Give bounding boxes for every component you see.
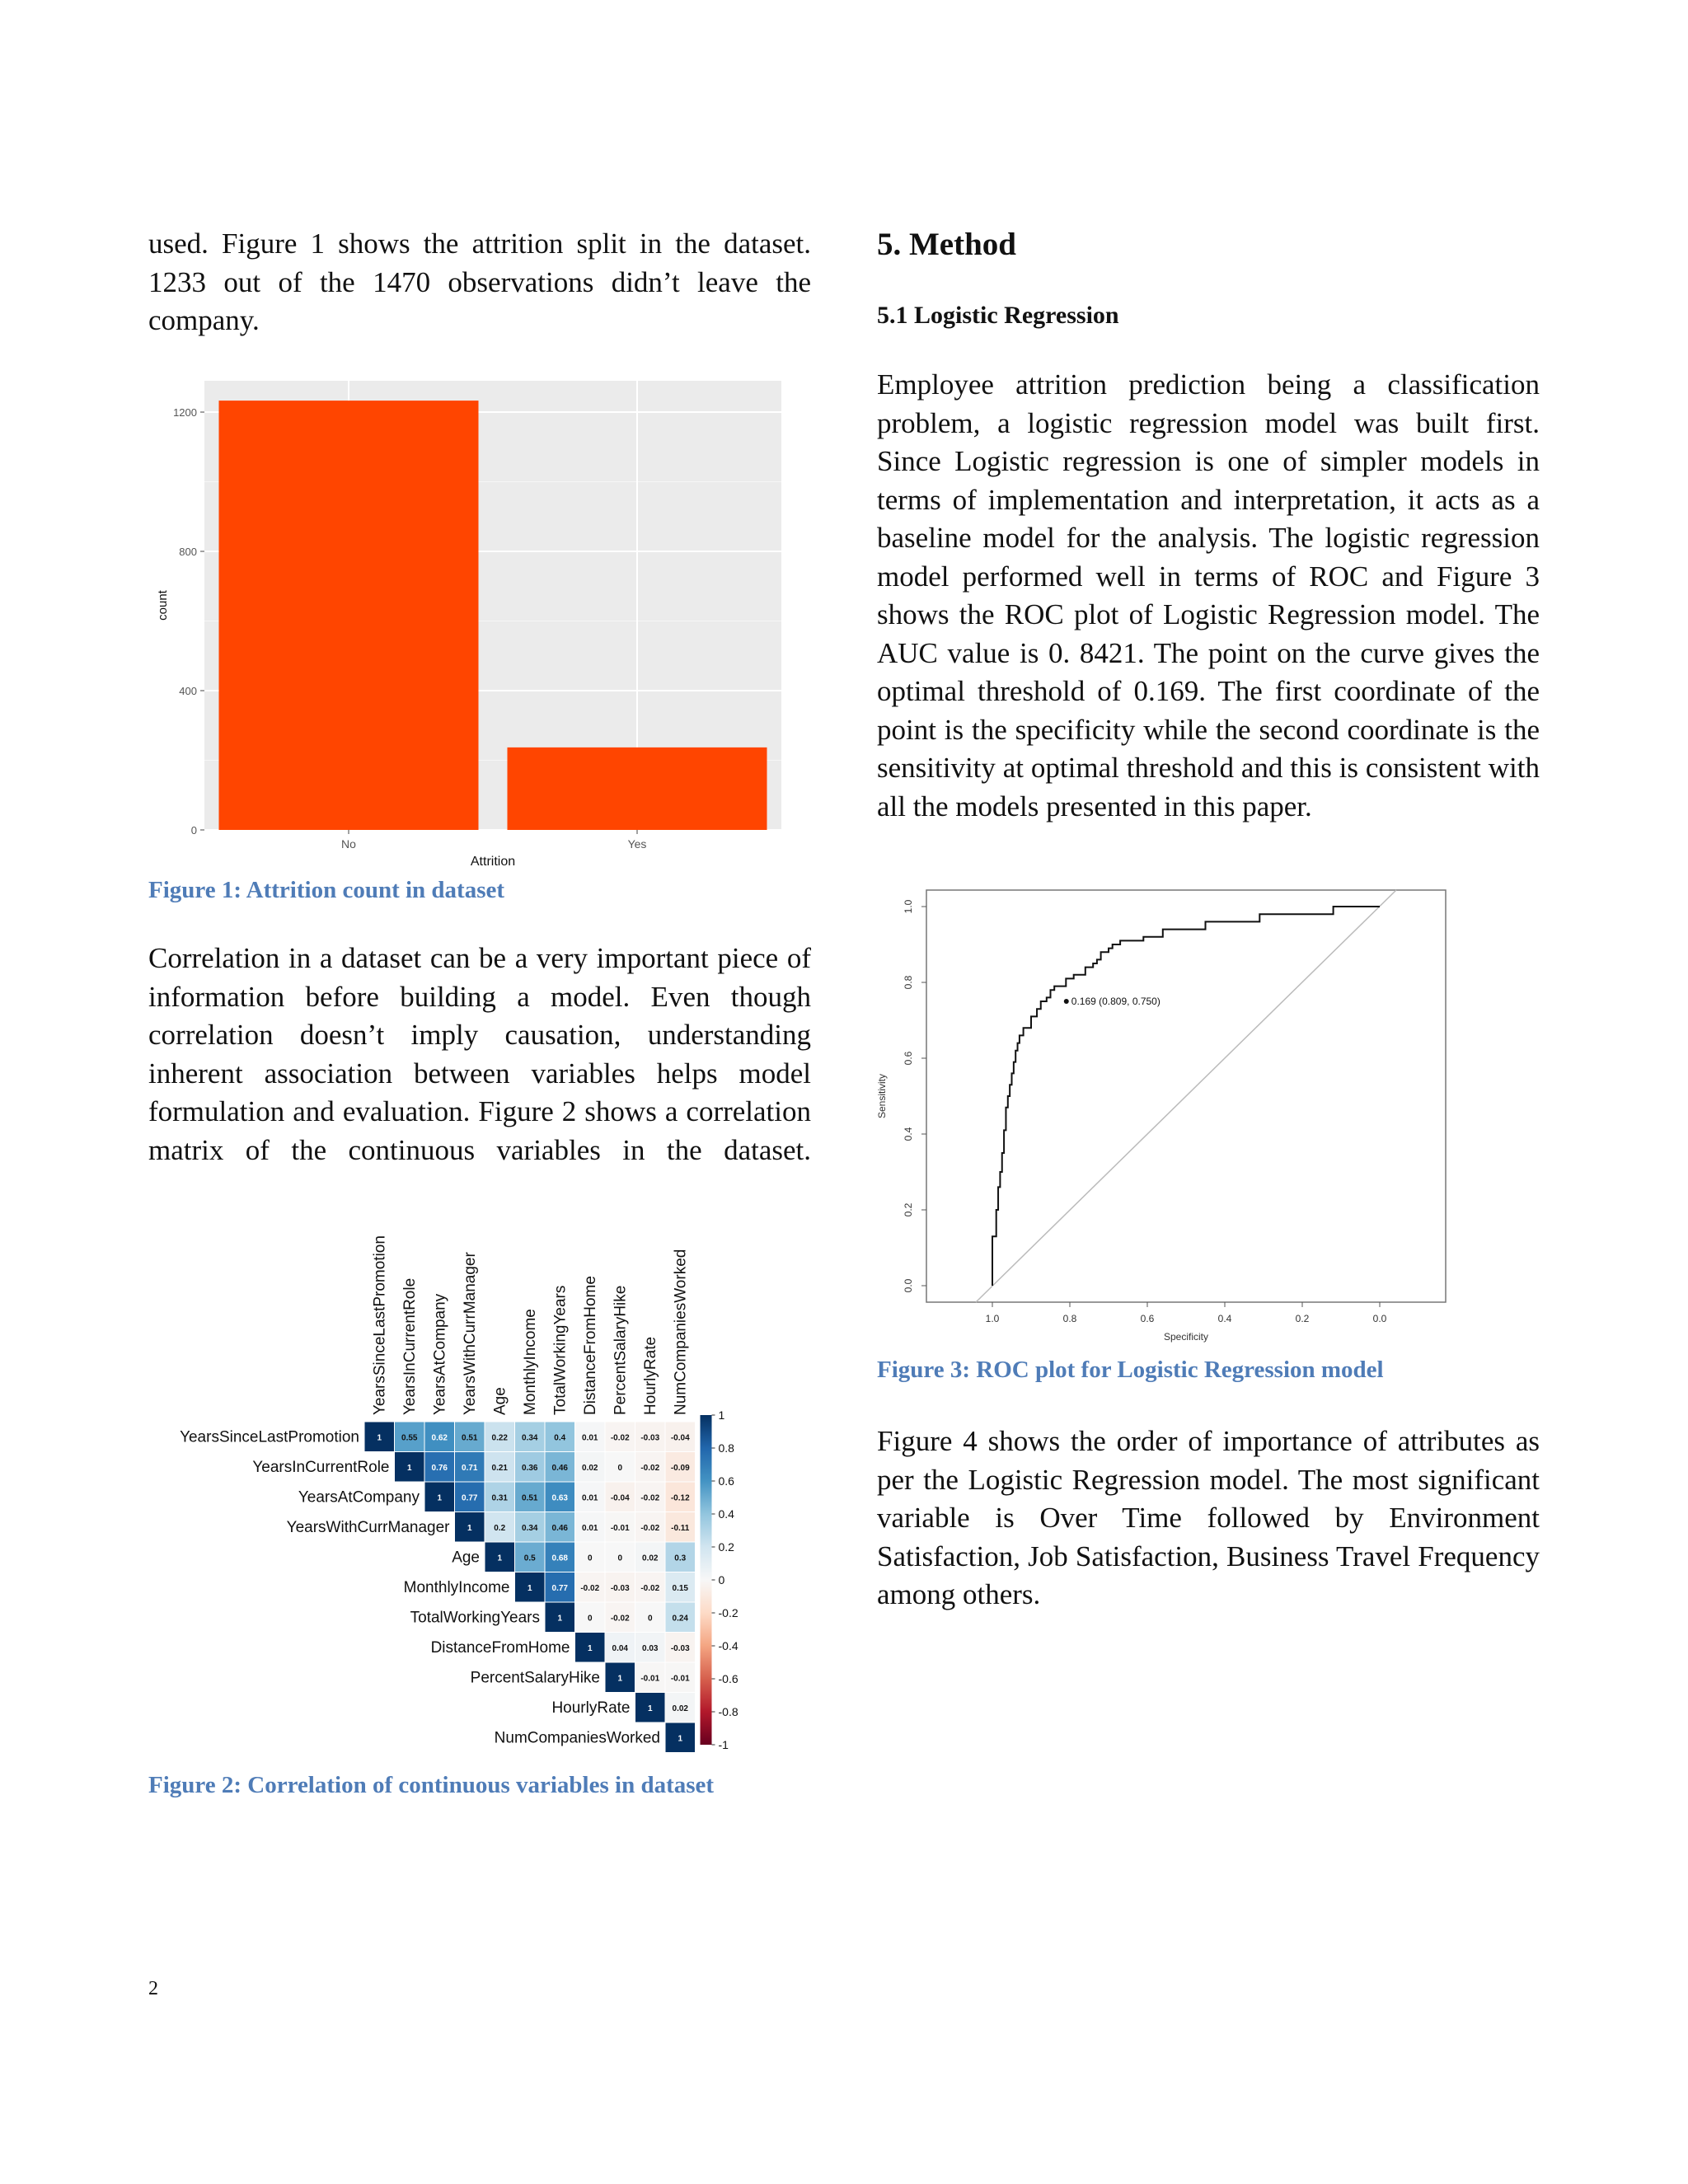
- cell-value: 0.34: [522, 1433, 538, 1443]
- row-label: DistanceFromHome: [430, 1638, 570, 1657]
- colorbar: [701, 1415, 712, 1745]
- figure-1: [148, 373, 841, 875]
- y-axis-label: count: [156, 590, 170, 621]
- x-tick-label: 0.6: [1140, 1313, 1155, 1324]
- cell-value: -0.02: [580, 1583, 600, 1593]
- cell-value: 0.01: [582, 1433, 598, 1443]
- x-tick-label: 0.8: [1062, 1313, 1077, 1324]
- column-label: YearsInCurrentRole: [401, 1277, 419, 1415]
- right-paragraph-2: Figure 4 shows the order of importance of attributes as per the Logistic Regression model. The most significant variable is Over Time followed by Environment Satisfaction, Job Satisfaction, Business Travel Frequency among others.: [877, 1425, 1540, 1610]
- cell-value: 0: [617, 1463, 623, 1473]
- cell-value: 1: [587, 1643, 593, 1653]
- row-label: TotalWorkingYears: [410, 1609, 540, 1627]
- cell-value: -0.01: [670, 1674, 690, 1684]
- cell-value: 0.3: [674, 1554, 687, 1563]
- column-label: NumCompaniesWorked: [672, 1249, 690, 1415]
- cell-value: 1: [437, 1493, 443, 1503]
- cell-value: -0.03: [610, 1583, 630, 1593]
- cell-value: 0: [587, 1614, 593, 1624]
- cell-value: 0.68: [551, 1554, 568, 1563]
- cell-value: 0.62: [431, 1433, 448, 1443]
- colorbar-tick-label: -0.2: [718, 1606, 738, 1619]
- cell-value: 0: [587, 1554, 593, 1563]
- figure-3-caption: Figure 3: ROC plot for Logistic Regression model: [877, 1357, 1384, 1383]
- colorbar-tick-label: -0.6: [718, 1672, 738, 1685]
- cell-value: 0.55: [401, 1433, 418, 1443]
- y-tick-label: 0.4: [903, 1127, 914, 1141]
- cell-value: 0.76: [431, 1463, 448, 1473]
- cell-value: 0.02: [582, 1463, 598, 1473]
- cell-value: 0.04: [612, 1643, 628, 1653]
- y-tick-label: 0.6: [903, 1051, 914, 1066]
- cell-value: 1: [647, 1704, 653, 1713]
- cell-value: -0.03: [640, 1433, 660, 1443]
- cell-value: -0.02: [640, 1583, 660, 1593]
- cell-value: -0.02: [640, 1463, 660, 1473]
- cell-value: 0.51: [522, 1493, 538, 1503]
- y-tick-label: 1.0: [903, 899, 914, 914]
- cell-value: 0: [647, 1614, 653, 1624]
- cell-value: 0.5: [523, 1554, 536, 1563]
- cell-value: -0.02: [610, 1614, 630, 1624]
- row-label: YearsAtCompany: [298, 1488, 420, 1507]
- cell-value: 0.34: [522, 1523, 538, 1533]
- row-label: Age: [452, 1549, 480, 1567]
- cell-value: -0.01: [610, 1523, 630, 1533]
- bar-yes: [508, 748, 767, 830]
- y-tick-label: 0: [190, 824, 197, 837]
- cell-value: 0.63: [551, 1493, 568, 1503]
- correlation-matrix: [148, 1203, 758, 1764]
- row-label: YearsInCurrentRole: [252, 1458, 390, 1476]
- attrition-bar-chart: [148, 373, 841, 875]
- roc-plot: [877, 882, 1454, 1352]
- cell-value: -0.02: [640, 1493, 660, 1503]
- cell-value: 1: [617, 1674, 623, 1684]
- colorbar-tick-label: -0.4: [718, 1639, 738, 1652]
- reference-line: [976, 890, 1396, 1302]
- figure-3: [877, 882, 1454, 1352]
- figure-1-caption: Figure 1: Attrition count in dataset: [148, 877, 505, 903]
- x-axis-label: Attrition: [470, 855, 516, 869]
- x-tick-label: 0.4: [1217, 1313, 1232, 1324]
- bar-no: [219, 401, 479, 830]
- y-tick-label: 400: [179, 685, 197, 698]
- colorbar-tick-label: 1: [718, 1408, 725, 1422]
- y-tick-label: 0.0: [903, 1278, 914, 1293]
- cell-value: 1: [497, 1554, 503, 1563]
- page-number: 2: [148, 1978, 158, 1999]
- column-label: DistanceFromHome: [581, 1276, 599, 1415]
- colorbar-tick-label: -1: [718, 1738, 729, 1751]
- y-tick-label: 1200: [173, 406, 197, 419]
- cell-value: 0: [617, 1554, 623, 1563]
- y-tick-label: 0.8: [903, 975, 914, 990]
- cell-value: 1: [678, 1734, 683, 1744]
- cell-value: 1: [527, 1583, 532, 1593]
- x-tick-label: 1.0: [985, 1313, 1000, 1324]
- optimal-point-label: 0.169 (0.809, 0.750): [1071, 996, 1160, 1007]
- column-label: MonthlyIncome: [521, 1309, 539, 1415]
- cell-value: 0.22: [491, 1433, 508, 1443]
- cell-value: 1: [377, 1433, 382, 1443]
- column-label: TotalWorkingYears: [551, 1285, 570, 1415]
- column-label: YearsSinceLastPromotion: [371, 1235, 389, 1415]
- cell-value: -0.02: [640, 1523, 660, 1533]
- column-label: HourlyRate: [641, 1336, 659, 1415]
- cell-value: 0.46: [551, 1523, 568, 1533]
- section-title: 5. Method: [877, 227, 1016, 262]
- cell-value: 1: [406, 1463, 412, 1473]
- cell-value: 0.51: [462, 1433, 478, 1443]
- subsection-title: 5.1 Logistic Regression: [877, 302, 1119, 329]
- cell-value: 0.71: [462, 1463, 478, 1473]
- right-paragraph-1: Employee attrition prediction being a classification problem, a logistic regression model was built first. Since Logistic regression is one of simpler models in terms of implementation and interpretation, it acts as a baseline model for the analysis. The logistic regression model performed well in terms of ROC and Figure 3 shows the ROC plot of Logistic Regression model. The AUC value is 0. 8421. The point on the curve gives the optimal threshold of 0.169. The first coordinate of the point is the specificity while the second coordinate is the sensitivity at optimal threshold and this is consistent with all the models presented in this paper.: [877, 368, 1540, 823]
- row-label: PercentSalaryHike: [470, 1669, 600, 1687]
- cell-value: 0.03: [642, 1643, 659, 1653]
- cell-value: 0.46: [551, 1463, 568, 1473]
- row-label: HourlyRate: [551, 1699, 631, 1717]
- column-label: YearsAtCompany: [431, 1293, 449, 1415]
- cell-value: 0.21: [491, 1463, 508, 1473]
- cell-value: -0.01: [640, 1674, 660, 1684]
- cell-value: 1: [557, 1614, 563, 1624]
- cell-value: -0.04: [610, 1493, 630, 1503]
- colorbar-tick-label: 0.2: [718, 1540, 734, 1554]
- cell-value: 0.24: [672, 1614, 688, 1624]
- cell-value: 0.02: [672, 1704, 688, 1713]
- y-tick-label: 800: [179, 546, 197, 559]
- cell-value: -0.04: [670, 1433, 690, 1443]
- cell-value: 0.36: [522, 1463, 538, 1473]
- colorbar-tick-label: 0.4: [718, 1507, 734, 1521]
- x-tick-label: No: [341, 837, 356, 851]
- row-label: YearsSinceLastPromotion: [180, 1428, 359, 1446]
- cell-value: 0.15: [672, 1583, 688, 1593]
- x-tick-label: 0.0: [1372, 1313, 1387, 1324]
- cell-value: -0.11: [671, 1523, 690, 1533]
- x-tick-label: Yes: [627, 837, 647, 851]
- colorbar-tick-label: 0.8: [718, 1441, 734, 1455]
- x-tick-label: 0.2: [1295, 1313, 1310, 1324]
- left-paragraph-1: used. Figure 1 shows the attrition split in the dataset. 1233 out of the 1470 observations didn’t leave the company.: [148, 227, 811, 336]
- cell-value: 0.01: [582, 1523, 598, 1533]
- cell-value: -0.02: [610, 1433, 630, 1443]
- cell-value: -0.03: [670, 1643, 690, 1653]
- cell-value: -0.12: [670, 1493, 690, 1503]
- column-label: PercentSalaryHike: [612, 1285, 630, 1415]
- y-tick-label: 0.2: [903, 1202, 914, 1217]
- optimal-point: [1064, 999, 1069, 1004]
- y-axis-label: Sensitivity: [877, 1073, 888, 1119]
- row-label: MonthlyIncome: [403, 1578, 510, 1596]
- cell-value: 0.77: [551, 1583, 568, 1593]
- column-label: YearsWithCurrManager: [461, 1252, 479, 1415]
- cell-value: 0.31: [491, 1493, 508, 1503]
- cell-value: -0.09: [670, 1463, 690, 1473]
- left-paragraph-2: Correlation in a dataset can be a very important piece of information before building a model. Even though correlation doesn’t imply causation, understanding inherent association between variables helps model formulation and evaluation. Figure 2 shows a correlation matrix of the continuous variables in the dataset.: [148, 942, 811, 1166]
- colorbar-tick-label: 0.6: [718, 1474, 734, 1488]
- cell-value: 0.01: [582, 1493, 598, 1503]
- figure-2-caption: Figure 2: Correlation of continuous variables in dataset: [148, 1772, 715, 1798]
- cell-value: 0.2: [494, 1523, 506, 1533]
- cell-value: 0.4: [554, 1433, 566, 1443]
- row-label: YearsWithCurrManager: [286, 1518, 450, 1536]
- figure-2: [148, 1203, 758, 1764]
- cell-value: 1: [467, 1523, 472, 1533]
- cell-value: 0.77: [462, 1493, 478, 1503]
- colorbar-tick-label: -0.8: [718, 1705, 738, 1718]
- colorbar-tick-label: 0: [718, 1573, 725, 1586]
- row-label: NumCompaniesWorked: [494, 1729, 660, 1747]
- column-label: Age: [491, 1387, 509, 1415]
- x-axis-label: Specificity: [1163, 1331, 1209, 1343]
- cell-value: 0.02: [642, 1554, 659, 1563]
